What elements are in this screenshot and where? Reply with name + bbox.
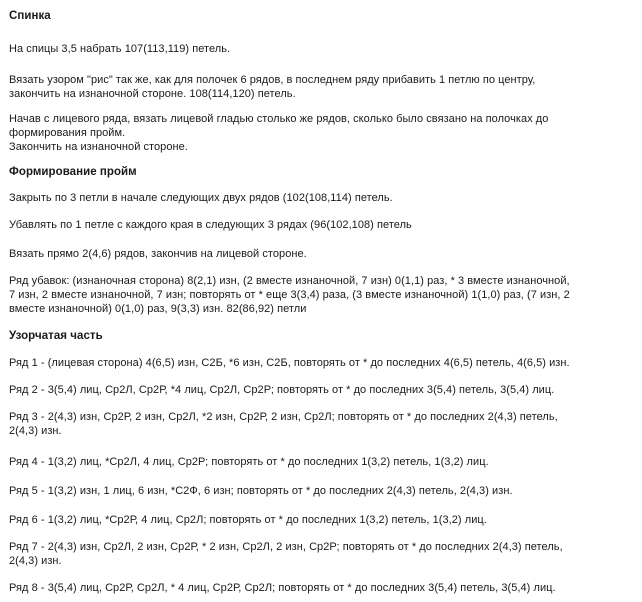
paragraph-line: вместе изнаночной) 0(1,0) раз, 9(3,3) изн. 82(86,92) петли [9,303,307,315]
row-instruction: Ряд 1 - (лицевая сторона) 4(6,5) изн, С2Б, *6 изн, С2Б, повторять от * до последних 4(6,5) петель, 4(6,5) изн. [9,357,570,369]
row-instruction: Ряд 6 - 1(3,2) лиц, *Ср2Р, 4 лиц, Ср2Л; повторять от * до последних 1(3,2) петель, 1(3,2) лиц. [9,514,487,526]
paragraph-line: Вязать узором "рис" так же, как для полочек 6 рядов, в последнем ряду прибавить 1 петлю по центру, [9,74,536,86]
row-instruction: Ряд 5 - 1(3,2) изн, 1 лиц, 6 изн, *С2Ф, 6 изн; повторять от * до последних 2(4,3) петель, 2(4,3) изн. [9,485,513,497]
row-instruction: 2(4,3) изн. [9,425,62,437]
section-title-back: Спинка [9,10,51,22]
paragraph-line: 7 изн, 2 вместе изнаночной, 7 изн; повторять от * еще 3(3,4) раза, (3 вместе изнаночной) 1(1,0) раз, (7 изн, 2 [9,289,570,301]
section-title-pattern: Узорчатая часть [9,330,103,342]
section-title-armholes: Формирование пройм [9,166,137,178]
paragraph-line: формирования пройм. [9,127,126,139]
paragraph-line: Закончить на изнаночной стороне. [9,141,188,153]
paragraph-line: Вязать прямо 2(4,6) рядов, закончив на лицевой стороне. [9,248,307,260]
paragraph-line: На спицы 3,5 набрать 107(113,119) петель. [9,43,231,55]
row-instruction: Ряд 2 - 3(5,4) лиц, Ср2Л, Ср2Р, *4 лиц, Ср2Л, Ср2Р; повторять от * до последних 3(5,4) петель, 3(5,4) лиц. [9,384,555,396]
row-instruction: Ряд 4 - 1(3,2) лиц, *Ср2Л, 4 лиц, Ср2Р; повторять от * до последних 1(3,2) петель, 1(3,2) лиц. [9,456,489,468]
paragraph-line: закончить на изнаночной стороне. 108(114,120) петель. [9,88,296,100]
row-instruction: Ряд 7 - 2(4,3) изн, Ср2Л, 2 изн, Ср2Р, * 2 изн, Ср2Л, 2 изн, Ср2Р; повторять от * до последних 2(4,3) петель, [9,541,563,553]
row-instruction: 2(4,3) изн. [9,555,62,567]
paragraph-line: Убавлять по 1 петле с каждого края в следующих 3 рядах (96(102,108) петель [9,219,412,231]
row-instruction: Ряд 8 - 3(5,4) лиц, Ср2Р, Ср2Л, * 4 лиц, Ср2Р, Ср2Л; повторять от * до последних 3(5,4) петель, 3(5,4) лиц. [9,582,556,594]
paragraph-line: Закрыть по 3 петли в начале следующих двух рядов (102(108,114) петель. [9,192,393,204]
paragraph-line: Начав с лицевого ряда, вязать лицевой гладью столько же рядов, сколько было связано на полочках до [9,113,549,125]
paragraph-line: Ряд убавок: (изнаночная сторона) 8(2,1) изн, (2 вместе изнаночной, 7 изн) 0(1,1) раз, * 3 вместе изнаночной, [9,275,570,287]
row-instruction: Ряд 3 - 2(4,3) изн, Ср2Р, 2 изн, Ср2Л, *2 изн, Ср2Р, 2 изн, Ср2Л; повторять от * до последних 2(4,3) петель, [9,411,558,423]
